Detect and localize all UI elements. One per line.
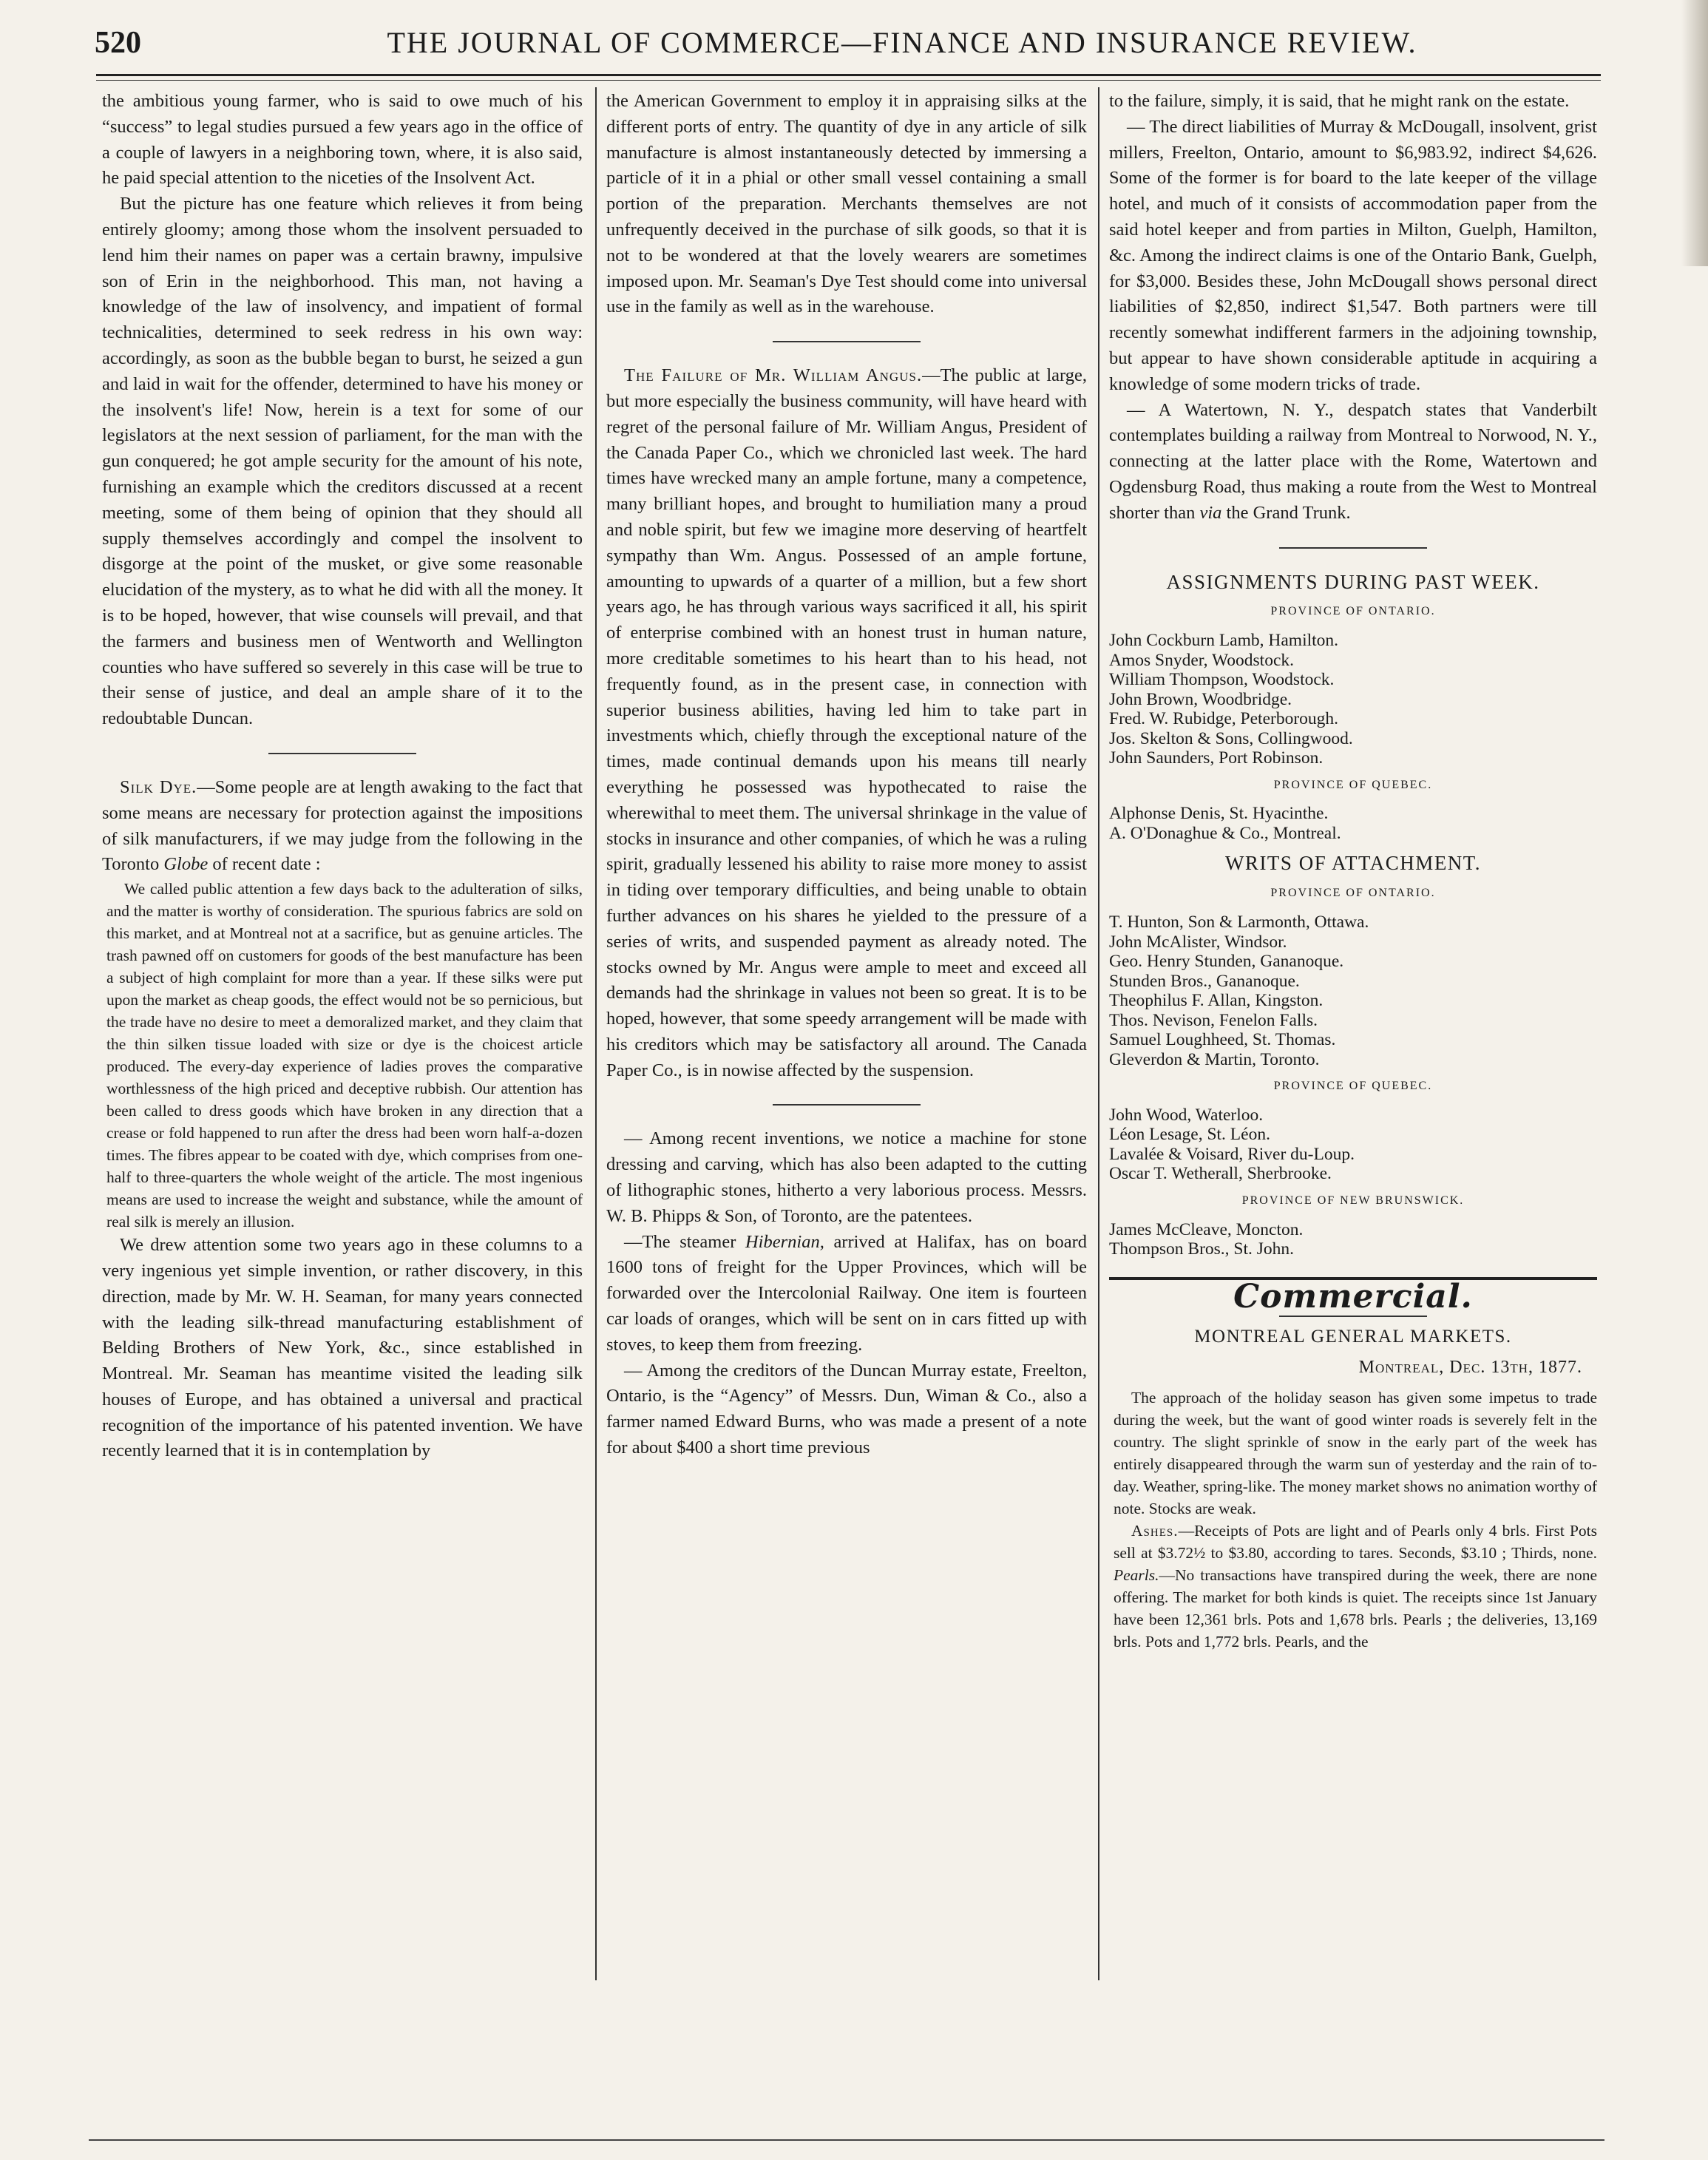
province-heading: PROVINCE OF ONTARIO. — [1270, 887, 1436, 900]
list-item: Gleverdon & Martin, Toronto. — [1109, 1049, 1320, 1069]
article-paragraph: to the failure, simply, it is said, that he might rank on the estate. — [1109, 91, 1570, 111]
writs-heading: WRITS OF ATTACHMENT. — [1224, 852, 1482, 875]
list-item: William Thompson, Woodstock. — [1109, 670, 1335, 690]
list-item: Lavalée & Voisard, River du-Loup. — [1109, 1144, 1355, 1164]
column-divider — [595, 87, 597, 1980]
article-paragraph: — Among recent inventions, we notice a machine for stone dressing and carving, which has also been adapted to the cutting of lithographic stones, hitherto a very laborious process. Messrs. W. B. Phipps & Son, of Toronto, are the patentees. — [606, 1128, 1087, 1226]
list-item: Fred. W. Rubidge, Peterborough. — [1109, 709, 1339, 729]
column-3 — [1109, 89, 1597, 1653]
province-heading: PROVINCE OF ONTARIO. — [1270, 605, 1436, 618]
journal-title: THE JOURNAL OF COMMERCE—FINANCE AND INSURANCE REVIEW. — [387, 26, 1417, 59]
section-rule — [1279, 1316, 1427, 1317]
commercial-heading: Commercial. — [1233, 1277, 1473, 1316]
list-item: A. O'Donaghue & Co., Montreal. — [1109, 823, 1341, 843]
assignments-ontario-list — [1109, 631, 1597, 768]
angus-paragraph — [606, 363, 1087, 1083]
angus-heading: The Failure of Mr. William Angus. — [624, 365, 923, 386]
silk-dye-paragraph — [102, 775, 583, 878]
province-heading: PROVINCE OF QUEBEC. — [1273, 778, 1433, 791]
silk-dye-heading: Silk Dye. — [120, 776, 197, 797]
list-item: John Saunders, Port Robinson. — [1109, 748, 1324, 768]
list-item: Thos. Nevison, Fenelon Falls. — [1109, 1010, 1318, 1030]
watertown-paragraph — [1109, 398, 1597, 527]
ashes-paragraph — [1114, 1520, 1597, 1653]
province-heading: PROVINCE OF NEW BRUNSWICK. — [1241, 1194, 1465, 1207]
globe-title: Globe — [163, 854, 209, 875]
list-item: Geo. Henry Stunden, Gananoque. — [1109, 952, 1344, 972]
list-item: Oscar T. Wetherall, Sherbrooke. — [1109, 1164, 1332, 1184]
quoted-paragraph: We called public attention a few days back to the adulteration of silks, and the matter is worthy of consideration. The spurious fabrics are sold on this market, and at Montreal not at a sacrifice, but as genuine articles. The trash pawned off on customers for goods of the best manufacture has been a subject of high complaint for more than a year. If these silks were put upon the market as cheap goods, the effect would not be so pernicious, but the trade have no desire to meet a demoralized market, and they claim that the thin silken tissue loaded with size or dye is the choicest article produced. The every-day experience of ladies proves the comparative worthlessness of the high priced and deceptive rubbish. Our attention has been called to dress goods which have broken in any direction that a crease or fold happened to run after the dress had been worn half-a-dozen times. The fibres appear to be coated with dye, which comprises from one-half to three-quarters the whole weight of the article. The most ingenious means are used to increase the weight and substance, while the amount of real silk is merely an illusion. — [106, 880, 583, 1231]
list-item: Amos Snyder, Woodstock. — [1109, 650, 1295, 670]
via-word: via — [1199, 502, 1222, 523]
list-item: John Cockburn Lamb, Hamilton. — [1109, 631, 1339, 651]
article-paragraph: the ambitious young farmer, who is said to owe much of his “success” to legal studies pursued a few years ago in the office of a couple of lawyers in a neighboring town, where, it is also said, he paid special attention to the niceties of the Insolvent Act. — [102, 91, 583, 189]
article-paragraph: the American Government to employ it in appraising silks at the different ports of entry. The quantity of dye in any article of silk manufacture is almost instantaneously detected by immersing a particle of it in a phial or other small vessel containing a small portion of the preparation. Merchants themselves are not unfrequently deceived in the purchase of silk goods, so that it is not to be wondered at that the lovely wearers are sometimes imposed upon. Mr. Seaman's Dye Test should come into universal use in the family as well as in the warehouse. — [606, 91, 1087, 317]
page-bottom-rule — [89, 2139, 1604, 2141]
pearls-label: Pearls. — [1114, 1566, 1159, 1585]
article-text: —Some people are at length awaking to the fact that some means are necessary for protection against the impositions of silk manufacturers, if we may judge from the following in the Toronto — [102, 776, 583, 875]
article-paragraph: But the picture has one feature which relieves it from being entirely gloomy; among those whom the insolvent persuaded to lend him their names on paper was a certain brawny, impulsive son of Erin in the neighborhood. This man, not having a knowledge of the law of insolvency, and impatient of formal technicalities, determined to seek redress in his own way: accordingly, as soon as the bubble began to burst, he seized a gun and laid in wait for the offender, determined to have his money or the insolvent's life! Now, herein is a text for some of our legislators at the next session of parliament, for the man with the gun conquered; he got ample security for the amount of his note, furnishing an example which the creditors discussed at a recent meeting, some of them being of opinion that they should all supply themselves accordingly and compel the insolvent to disgorge at the point of the musket, or give some reasonable elucidation of the mystery, as to what he did with all the money. It is to be hoped, however, that wise counsels will prevail, and that the farmers and business men of Wentworth and Wellington counties who have suffered so severely in this case will be true to their sense of justice, and deal an ample share of it to the redoubtable Duncan. — [102, 194, 583, 729]
article-text: — A Watertown, N. Y., despatch states that Vanderbilt contemplates building a railway from Montreal to Norwood, N. Y., connecting at the latter place with the Rome, Watertown and Ogdensburg Road, thus making a route from the West to Montreal shorter than — [1109, 399, 1597, 523]
list-item: Theophilus F. Allan, Kingston. — [1109, 991, 1324, 1011]
list-item: John Brown, Woodbridge. — [1109, 689, 1292, 709]
list-item: Stunden Bros., Gananoque. — [1109, 971, 1300, 991]
market-paragraph: The approach of the holiday season has given some impetus to trade during the week, but the want of good winter roads is severely felt in the country. The slight sprinkle of snow in the early part of the week has entirely disappeared through the warm sun of yesterday and the rain of to-day. Weather, spring-like. The money market shows no animation worthy of note. Stocks are weak. — [1114, 1389, 1597, 1518]
article-paragraph: — The direct liabilities of Murray & McDougall, insolvent, grist millers, Freelton, Ontario, amount to $6,983.92, indirect $4,626. Some of the former is for board to the late keeper of the village hotel, and much of it consists of accommodation paper from the said hotel keeper and from parties in Milton, Guelph, Hamilton, &c. Among the indirect claims is one of the Ontario Bank, Guelph, for $3,000. Besides these, John McDougall shows personal direct liabilities of $2,850, indirect $1,547. Both partners were till recently somewhat indifferent farmers in the adjoining township, but appear to have shown considerable aptitude in acquiring a knowledge of some modern tricks of trade. — [1109, 116, 1597, 394]
section-rule — [773, 1104, 921, 1106]
article-paragraph: We drew attention some two years ago in these columns to a very ingenious yet simple invention, or rather discovery, in this direction, made by Mr. W. H. Seaman, for many years connected with the leading silk-thread manufacturing establishment of Belding Brothers of New York, &c., since established in Montreal. Mr. Seaman has meantime visited the leading silk houses of Europe, and has obtained a universal and practical recognition of the importance of his patented invention. We have recently learned that it is in contemplation by — [102, 1235, 583, 1461]
writs-ontario-list — [1109, 913, 1597, 1069]
dateline: Montreal, Dec. 13th, 1877. — [1358, 1358, 1582, 1378]
list-item: John McAlister, Windsor. — [1109, 932, 1287, 952]
list-item: Jos. Skelton & Sons, Collingwood. — [1109, 728, 1353, 748]
assignments-heading: ASSIGNMENTS DURING PAST WEEK. — [1166, 570, 1540, 593]
list-item: John Wood, Waterloo. — [1109, 1105, 1264, 1125]
column-divider — [1098, 87, 1099, 1980]
header-rule — [96, 74, 1601, 76]
hibernian-paragraph — [606, 1230, 1087, 1358]
article-text: —The public at large, but more especially the business community, will have heard with regret of the personal failure of Mr. William Angus, President of the Canada Paper Co., which we chronicled last week. The hard times have wrecked many an ample fortune, many a competence, many brilliant hopes, and brought to humiliation many a proud and noble spirit, but few we imagine more deserving of heartfelt sympathy than Wm. Angus. Possessed of an ample fortune, amounting to upwards of a quarter of a million, but a few short years ago, he has through various ways sacrificed it all, his spirit of enterprise combined with an honest trust in human nature, more creditable sometimes to his heart than to his head, not frequently found, as in the present case, in connection with superior business abilities, having led him to take part in investments which, chiefly through the exceptional nature of the times, made continual demands upon his means till nearly everything he possessed was hypothecated to raise the wherewithal to meet them. The universal shrinkage in the value of stocks in insurance and other companies, of which he was a ruling spirit, gradually lessened his ability to raise more money to assist in tiding over temporary difficulties, and being unable to obtain further advances on his shares he yielded to the pressure of a series of writs, and suspended payment as already noted. The stocks owned by Mr. Angus were ample to meet and exceed all demands had the shrinkage in values not been so great. It is to be hoped, however, that some speedy arrangement will be made with his creditors which may be satisfactory all around. The Canada Paper Co., is in nowise affected by the suspension. — [606, 365, 1087, 1080]
province-heading: PROVINCE OF QUEBEC. — [1273, 1080, 1433, 1093]
list-item: Léon Lesage, St. Léon. — [1109, 1125, 1270, 1145]
header-rule-thin — [96, 80, 1601, 81]
list-item: Alphonse Denis, St. Hyacinthe. — [1109, 804, 1329, 824]
ashes-label: Ashes. — [1131, 1522, 1179, 1540]
writs-nb-list — [1109, 1220, 1597, 1259]
list-item: Thompson Bros., St. John. — [1109, 1239, 1295, 1259]
list-item: James McCleave, Moncton. — [1109, 1219, 1304, 1239]
page-header — [89, 21, 1604, 65]
article-text: the Grand Trunk. — [1226, 502, 1351, 523]
article-text: of recent date : — [212, 854, 321, 875]
section-rule — [1279, 547, 1427, 549]
article-text: arrived at Halifax, has on board 1600 tons of freight for the Upper Provinces, which will be forwarded over the Intercolonial Railway. One item is fourteen car loads of oranges, which will be sent on in cars fitted up with stoves, to keep them from freezing. — [606, 1231, 1088, 1355]
article-paragraph: — Among the creditors of the Duncan Murray estate, Freelton, Ontario, is the “Agency” of Messrs. Dun, Wiman & Co., also a farmer named Edward Burns, who was made a present of a note for about $400 a short time previous — [606, 1360, 1087, 1458]
market-text: —Receipts of Pots are light and of Pearls only 4 brls. First Pots sell at $3.72½ to $3.80, according to tares. Seconds, $3.10 ; Thirds, none. — [1114, 1522, 1597, 1563]
page-number: 520 — [95, 26, 141, 60]
section-rule — [773, 341, 921, 342]
column-1 — [102, 89, 583, 1464]
list-item: Samuel Loughheed, St. Thomas. — [1109, 1030, 1336, 1050]
assignments-quebec-list — [1109, 804, 1597, 843]
article-text: —The steamer — [624, 1231, 736, 1252]
list-item: T. Hunton, Son & Larmonth, Ottawa. — [1109, 913, 1369, 932]
writs-quebec-list — [1109, 1106, 1597, 1184]
markets-heading: MONTREAL GENERAL MARKETS. — [1194, 1327, 1512, 1347]
ship-name: Hibernian, — [745, 1231, 824, 1252]
market-text: —No transactions have transpired during the week, there are none offering. The market for both kinds is quiet. The receipts since 1st January have been 12,361 brls. Pots and 1,678 brls. Pearls ; the deliveries, 13,169 brls. Pots and 1,772 brls. Pearls, and the — [1114, 1566, 1597, 1651]
column-2 — [606, 89, 1087, 1461]
page-edge-stain — [1681, 0, 1708, 266]
section-rule — [268, 753, 416, 754]
